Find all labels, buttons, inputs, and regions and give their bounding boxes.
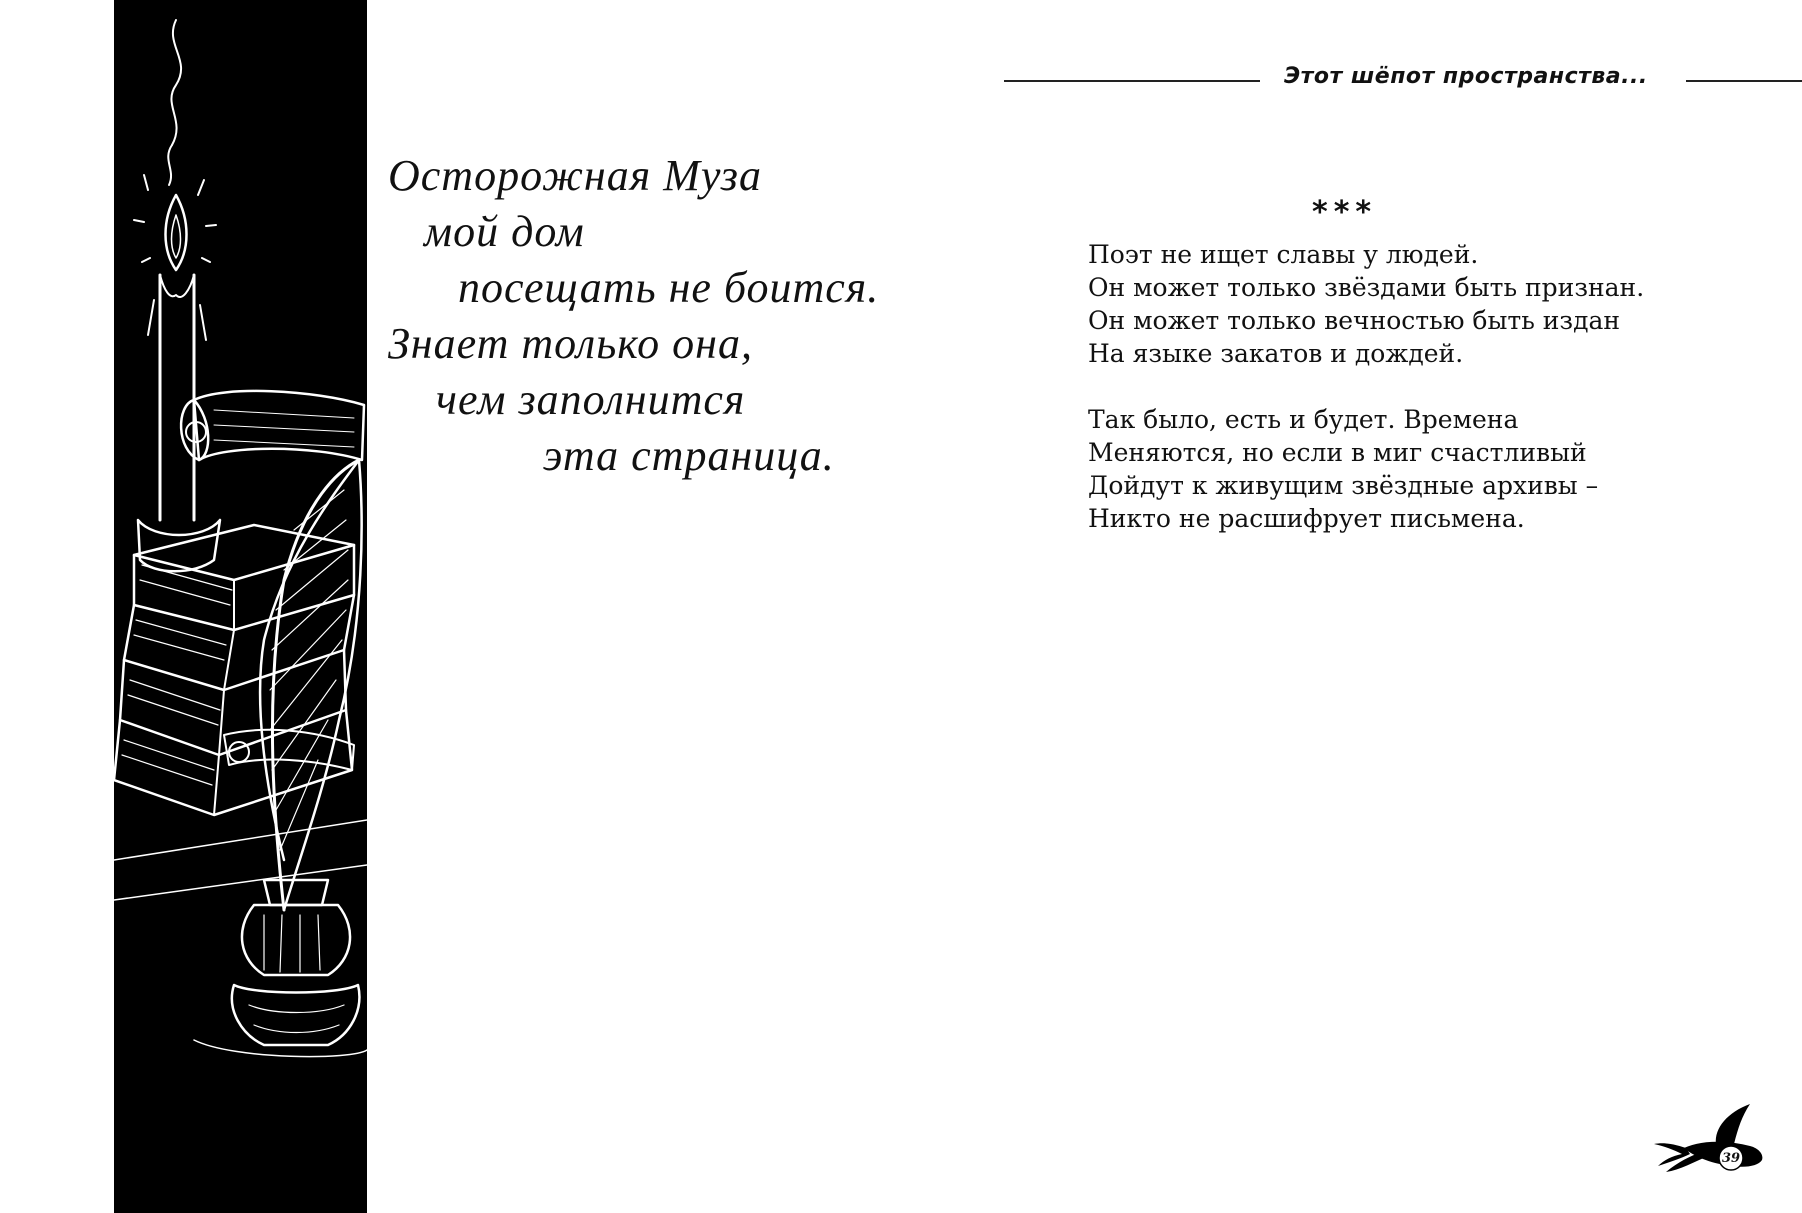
swallow-icon <box>1654 1100 1774 1180</box>
poem-verse: На языке закатов и дождей. <box>1088 339 1464 368</box>
epigraph-line: Осторожная Муза <box>388 151 762 200</box>
poem-verse: Меняются, но если в миг счастливый <box>1088 438 1587 467</box>
epigraph-line: посещать не боится. <box>458 263 880 312</box>
poem-verse: Он может только звёздами быть признан. <box>1088 273 1645 302</box>
poem-verse: Так было, есть и будет. Времена <box>1088 405 1519 434</box>
page-number: 39 <box>1721 1151 1741 1166</box>
epigraph-line: мой дом <box>424 207 585 256</box>
poem-stanza <box>1088 403 1728 535</box>
folio <box>1654 1100 1774 1180</box>
poem-stanza <box>1088 238 1728 370</box>
poem <box>1088 188 1728 568</box>
poem-verse: Дойдут к живущим звёздные архивы – <box>1088 471 1599 500</box>
poem-verse: Поэт не ищет славы у людей. <box>1088 240 1479 269</box>
running-header <box>1004 62 1802 102</box>
running-header-title: Этот шёпот пространства... <box>1284 64 1648 89</box>
epigraph-line: Знает только она, <box>388 319 753 368</box>
illustration-strip <box>114 0 367 1213</box>
poem-verse: Он может только вечностью быть издан <box>1088 306 1621 335</box>
candle-books-quill-inkwell-illustration <box>114 0 367 1213</box>
epigraph <box>388 148 908 484</box>
poem-separator: *** <box>1312 195 1378 230</box>
poem-verse: Никто не расшифрует письмена. <box>1088 504 1525 533</box>
epigraph-line: чем заполнится <box>436 375 746 424</box>
epigraph-line: эта страница. <box>543 431 835 480</box>
header-rule-right <box>1686 80 1802 82</box>
header-rule-left <box>1004 80 1260 82</box>
